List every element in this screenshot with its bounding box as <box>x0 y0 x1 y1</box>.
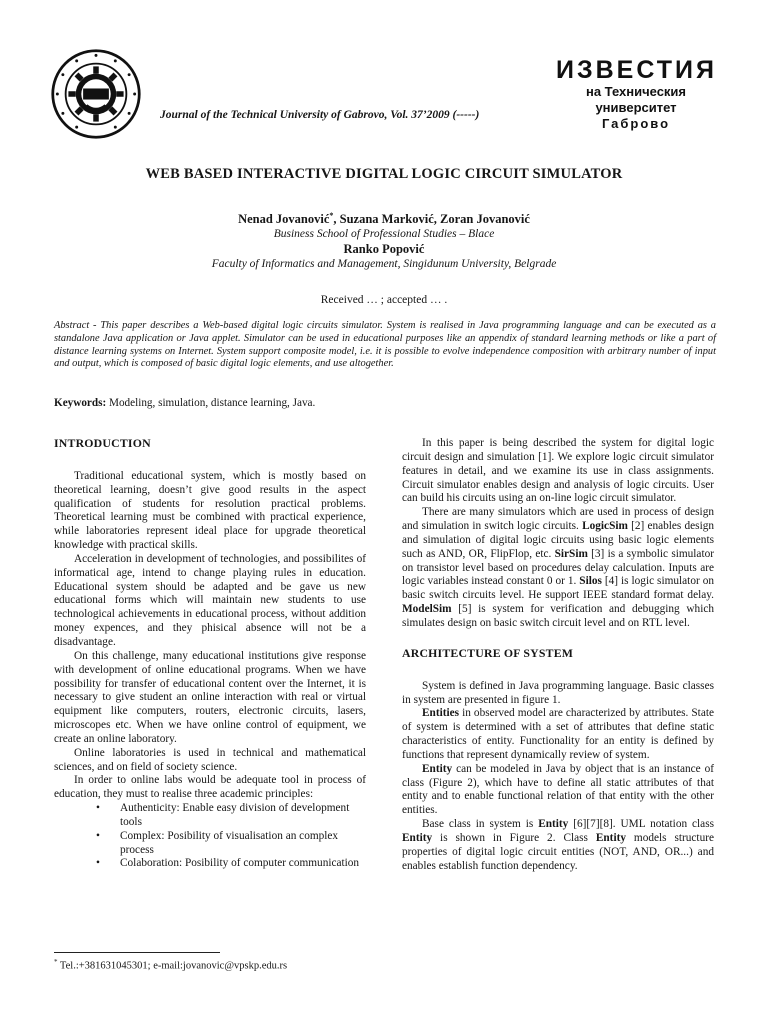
text-run: There are many simulators which are used in process of design and simulation in switch logic circuits. <box>402 506 714 533</box>
author-line <box>0 211 768 227</box>
bullet-icon: • <box>96 829 100 842</box>
text-run: models structure properties of digital logic circuit entities (NOT, AND, OR...) and enables establish function dependency. <box>402 831 714 872</box>
affiliation-1: Business School of Professional Studies – Blace <box>273 228 495 240</box>
left-column <box>54 437 366 871</box>
masthead-title: ИЗВЕСТИЯ <box>556 56 717 84</box>
first-author: Nenad Jovanović <box>238 212 330 227</box>
section-heading-architecture: ARCHITECTURE OF SYSTEM <box>402 645 574 660</box>
paragraph-simulators <box>402 506 714 631</box>
text-run: is shown in Figure 2. Class <box>432 831 596 844</box>
masthead-subtitle: на Техническия университет <box>585 84 687 115</box>
list-item <box>54 830 366 858</box>
co-authors: , Suzana Marković, Zoran Jovanović <box>333 212 530 227</box>
journal-masthead <box>556 56 716 132</box>
section-heading-introduction: INTRODUCTION <box>54 436 151 450</box>
paragraph-base-class <box>402 818 714 873</box>
bullet-icon: • <box>96 857 100 870</box>
text-run: in observed model are characterized by attributes. State of system is determined with a set of attributes that define static characteristics of entity. Functionality for an entity is defined by functions that represent dynamically review of system. <box>402 707 714 761</box>
term-modelsim: ModelSim <box>402 603 452 616</box>
text-run: Base class in system is <box>422 818 539 831</box>
text-run: [5] is system for verification and debugging which simulates design on basic switch circuit level and on RTL level. <box>402 603 714 629</box>
footnote-mark: * <box>329 211 334 220</box>
term-entity: Entity <box>595 831 626 844</box>
list-item-text: Colaboration: Posibility of computer communication <box>120 857 360 870</box>
term-entity: Entity <box>538 818 569 831</box>
footnote <box>54 958 287 972</box>
paragraph: In this paper is being described the system for digital logic circuit design and simulation [1]. We explore logic circuit simulator features in detail, and we examine its use in class assignments. Circuit simulator enables design and analysis of logic circuits. User can build his circuits using an on-line logic circuit simulator. <box>402 437 714 505</box>
right-column <box>402 437 714 873</box>
journal-name: Journal of the Technical University of Gabrovo <box>160 109 385 121</box>
principles-list <box>54 802 366 871</box>
term-entity: Entity <box>402 831 433 844</box>
text-run: [6][7][8]. UML notation class <box>568 818 714 831</box>
journal-volume: , Vol. 37’2009 (-----) <box>384 109 480 121</box>
masthead-city: Габрово <box>601 116 671 131</box>
text-run: can be modeled in Java by object that is an instance of class (Figure 2), which have to define all static attributes of that entity and to enable functional relation of that entity with the other entities. <box>402 762 714 817</box>
list-item-text: Authenticity: Enable easy division of development tools <box>120 802 350 828</box>
abstract: Abstract - This paper describes a Web-based digital logic circuits simulator. System is realised in Java programming language and can be executed as a standalone Java application or Java applet. Simulator can be used in educational purposes like an appendix of standard learning methods or like a part of distance learning systems on Internet. System support composite model, i.e. it is possible to evolve independence composition with arbitrary number of input and output, which is composed of basic digital logic elements, and use altogether. <box>54 320 716 370</box>
list-item <box>54 857 366 871</box>
journal-reference <box>160 109 479 121</box>
list-item <box>54 802 366 830</box>
term-silos: Silos <box>579 575 602 588</box>
footnote-text: Tel.:+381631045301; e-mail:jovanovic@vpskp.edu.rs <box>57 960 288 972</box>
bullet-icon: • <box>96 802 100 815</box>
keywords <box>54 397 716 409</box>
paragraph-entities <box>402 707 714 762</box>
paragraph: Traditional educational system, which is mostly based on theoretical learning, doesn’t give good results in the aspect qualification of students for resolution practical problems. Theoretical learning must be combined with practical experience, while laboratories represent ideal place for upgrade theoretical knowledge with practical skills. <box>54 469 366 552</box>
paper-title: WEB BASED INTERACTIVE DIGITAL LOGIC CIRCUIT SIMULATOR <box>145 166 623 182</box>
keywords-label: Keywords: <box>54 397 107 409</box>
list-item-text: Complex: Posibility of visualisation an complex process <box>120 829 339 856</box>
paragraph: Online laboratories is used in technical and mathematical sciences, and on field of society science. <box>54 746 366 773</box>
text-run: [4] is logic simulator on basic switch circuits level. He support IEEE standard format delay. <box>402 575 714 602</box>
author-line-2: Ranko Popović <box>343 242 425 256</box>
term-entities: Entities <box>422 707 460 720</box>
affiliation-2: Faculty of Informatics and Management, Singidunum University, Belgrade <box>211 258 557 270</box>
paragraph: System is defined in Java programming language. Basic classes in system are presented in figure 1. <box>402 679 714 706</box>
term-sirsim: SirSim <box>554 547 588 560</box>
university-seal-logo <box>50 48 142 140</box>
text-run: [2] enables design and simulation of digital logic circuits using basic logic elements such as AND, OR, FlipFlop, etc. <box>402 520 715 560</box>
footnote-divider <box>54 952 220 953</box>
paragraph: In order to online labs would be adequate tool in process of education, they must to realise three academic principles: <box>54 774 366 801</box>
term-logicsim: LogicSim <box>582 520 628 533</box>
paragraph: Acceleration in development of technologies, and possibilites of informatical age, intend to change playing rules in education. Educational system should be adapted and be gave us new educational forms which will maintain new students to use technological achievements in educational process, without addition money expences, and they phisical absence will not be a disadvantage. <box>54 552 366 648</box>
term-entity: Entity <box>422 762 453 775</box>
paragraph: On this challenge, many educational institutions give response with development of online educational programs. When we have possibility for transfer of educational content over the Internet, it is necessary to give student an online interaction with real or virtual equipment like computers, routers, electronic circuits, lasers, microscopes etc. When we have online control of equipment, we create an online laboratory. <box>54 649 366 745</box>
text-run: [3] is a symbolic simulator on transistor level based on procedures delay calculation. Inputs are logic variables instead constant 0 or 1. <box>402 547 714 588</box>
paragraph-entity <box>402 763 714 818</box>
spacer <box>402 631 714 647</box>
footnote-mark: * <box>54 958 58 966</box>
keywords-text: Modeling, simulation, distance learning, Java. <box>106 397 316 409</box>
received-accepted: Received … ; accepted … . <box>320 294 448 306</box>
